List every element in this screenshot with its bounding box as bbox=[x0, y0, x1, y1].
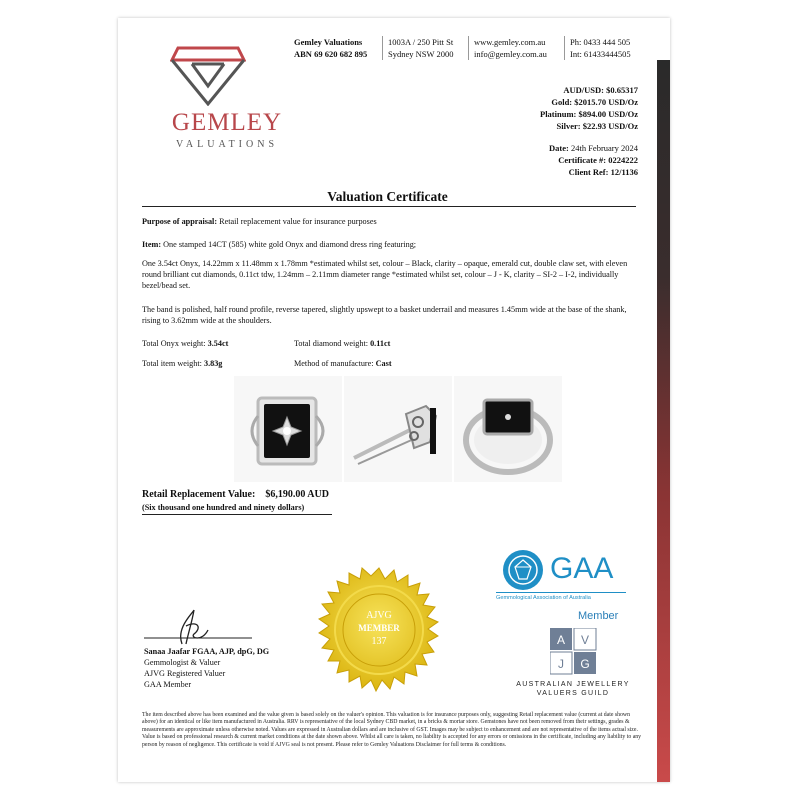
address-line2: Sydney NSW 2000 bbox=[388, 49, 454, 59]
ring-photo-angle bbox=[454, 376, 562, 482]
company-web bbox=[474, 36, 547, 60]
description-2: The band is polished, half round profile, reverse tapered, slightly upswept to a basket underrail and measures 1.45mm wide at the base of the shank, rising to 3.62mm wide at the shoulders. bbox=[142, 305, 627, 325]
company-abn: ABN 69 620 682 895 bbox=[294, 49, 368, 59]
address-line1: 1003A / 250 Pitt St bbox=[388, 37, 454, 47]
signatory-role3: GAA Member bbox=[144, 680, 192, 689]
brand-subtitle: VALUATIONS bbox=[175, 139, 279, 150]
seal-text-1: AJVG bbox=[366, 610, 392, 621]
date-label: Date: bbox=[549, 143, 569, 153]
rate-platinum: Platinum: $894.00 USD/Oz bbox=[540, 109, 638, 119]
replacement-value-label: Retail Replacement Value: bbox=[142, 489, 256, 500]
purpose-value: Retail replacement value for insurance purposes bbox=[219, 217, 377, 226]
gaa-globe-icon bbox=[500, 548, 546, 592]
gemley-diamond-logo bbox=[170, 42, 246, 106]
ajvg-letter-g: G bbox=[580, 657, 590, 671]
ajvg-gold-seal bbox=[314, 566, 444, 696]
purpose-line bbox=[142, 216, 638, 227]
seal-text-3: 137 bbox=[371, 636, 387, 647]
header-divider bbox=[382, 36, 383, 60]
ajvg-line1: AUSTRALIAN JEWELLERY bbox=[516, 681, 630, 688]
ajvg-logo-grid bbox=[550, 628, 598, 676]
certificate-page bbox=[118, 18, 670, 782]
ajvg-guild-name bbox=[508, 680, 638, 698]
seal-text-2: MEMBER bbox=[358, 623, 400, 633]
company-website[interactable]: www.gemley.com.au bbox=[474, 37, 546, 47]
company-phones bbox=[570, 36, 631, 60]
stat-diamond bbox=[294, 339, 390, 348]
item-label: Item: bbox=[142, 240, 162, 249]
purpose-label: Purpose of appraisal: bbox=[142, 217, 218, 226]
header-divider bbox=[564, 36, 565, 60]
company-legal bbox=[294, 36, 367, 60]
stat-diamond-value: 0.11ct bbox=[370, 339, 391, 348]
ring-photo-side bbox=[344, 376, 452, 482]
date-value: 24th February 2024 bbox=[570, 143, 638, 153]
stat-method bbox=[294, 359, 392, 368]
stat-method-value: Cast bbox=[375, 359, 392, 368]
page-title: Valuation Certificate bbox=[327, 189, 448, 204]
replacement-value bbox=[142, 489, 329, 500]
header-divider bbox=[468, 36, 469, 60]
brand-block bbox=[152, 110, 302, 150]
ajvg-letter-a: A bbox=[556, 633, 566, 647]
gaa-member: Member bbox=[578, 610, 619, 622]
certificate-meta bbox=[549, 142, 638, 178]
stat-onyx-value: 3.54ct bbox=[207, 339, 229, 348]
signatory-name: Sanaa Jaafar FGAA, AJP, dpG, DG bbox=[144, 647, 270, 656]
signature-graphic bbox=[142, 608, 262, 648]
ajvg-letter-v: V bbox=[580, 633, 590, 647]
stat-diamond-label: Total diamond weight: bbox=[294, 339, 369, 348]
rate-aud-usd: AUD/USD: $0.65317 bbox=[563, 85, 638, 95]
stat-onyx bbox=[142, 339, 228, 348]
signatory-block bbox=[144, 646, 269, 690]
gaa-name: GAA bbox=[550, 552, 614, 585]
company-phone: Ph: 0433 444 505 bbox=[570, 37, 631, 47]
item-line bbox=[142, 239, 638, 250]
replacement-value-words: (Six thousand one hundred and ninety dollars) bbox=[142, 503, 305, 512]
company-name: Gemley Valuations bbox=[294, 37, 363, 47]
metal-rates bbox=[540, 84, 638, 132]
decorative-sidebar bbox=[657, 60, 670, 782]
gaa-full-name: Gemmological Association of Australia bbox=[496, 592, 626, 601]
signatory-role1: Gemmologist & Valuer bbox=[144, 658, 221, 667]
client-ref: Client Ref: 12/1136 bbox=[568, 167, 638, 177]
replacement-value-amount: $6,190.00 AUD bbox=[265, 489, 329, 500]
stat-onyx-label: Total Onyx weight: bbox=[142, 339, 206, 348]
disclaimer-text: The item described above has been examined and the value given is based solely on the valuer's opinion. This valuation is for insurance purposes only, suggesting Retail replacement value (current at date shown above) for an identical or like item manufactured in Australia. RRV is representative of the local Sydney CBD market, in a bricks & mortar store. Gemstones have not been removed from their settings, grades & measurements are approximate unless otherwise noted. Values are expressed in Australian dollars and are inclusive of GST. Images may be subject to enhancement and are not representative of the items actual size. Value is based on professional research & current market conditions at the date shown above. Whilst all care is taken, no liability is accepted for any errors or omissions in the certificate, including any liability to any person by reason of negligence. This certificate is void if AJVG seal is not present. Please refer to Gemley Valuations Disclaimer for full terms & conditions. bbox=[142, 712, 642, 748]
stat-item-value: 3.83g bbox=[203, 359, 223, 368]
rate-silver: Silver: $22.93 USD/Oz bbox=[556, 121, 638, 131]
company-email[interactable]: info@gemley.com.au bbox=[474, 49, 547, 59]
company-intl-phone: Int: 61433444505 bbox=[570, 49, 631, 59]
stat-item bbox=[142, 359, 222, 368]
description-1: One 3.54ct Onyx, 14.22mm x 11.48mm x 1.78mm *estimated whilst set, colour – Black, clarity – opaque, emerald cut, double claw set, with eleven round brilliant cut diamonds, 0.11ct tdw, 1.24mm – 2.11mm diameter range *estimated whilst set, colour – J - K, clarity – SI-2 – I-2, individually bezel/bead set. bbox=[142, 259, 628, 290]
ring-photo-front bbox=[234, 376, 342, 482]
rate-gold: Gold: $2015.70 USD/Oz bbox=[551, 97, 638, 107]
value-underline bbox=[142, 514, 332, 515]
certificate-number: Certificate #: 0224222 bbox=[558, 155, 638, 165]
brand-name: GEMLEY bbox=[171, 109, 283, 136]
item-value: One stamped 14CT (585) white gold Onyx and diamond dress ring featuring; bbox=[163, 240, 417, 249]
ajvg-letter-j: J bbox=[558, 657, 564, 671]
company-address bbox=[388, 36, 454, 60]
stat-item-label: Total item weight: bbox=[142, 359, 202, 368]
ajvg-line2: VALUERS GUILD bbox=[536, 690, 610, 697]
title-rule bbox=[142, 206, 636, 207]
stat-method-label: Method of manufacture: bbox=[294, 359, 374, 368]
signatory-role2: AJVG Registered Valuer bbox=[144, 669, 226, 678]
